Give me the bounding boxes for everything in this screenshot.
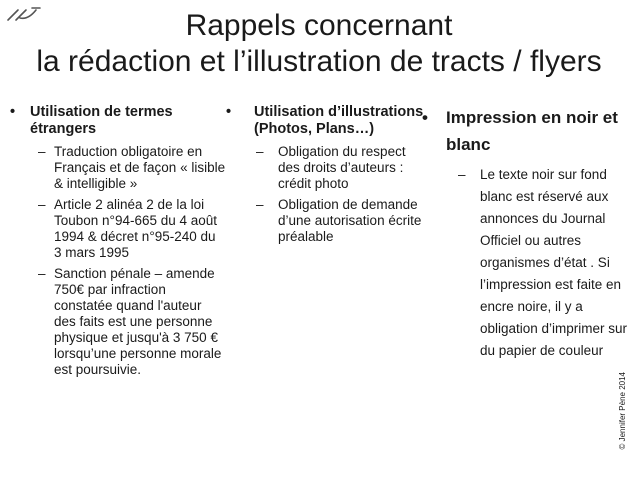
column-foreign-terms [8,104,226,383]
sub-list [8,144,226,378]
copyright-text: © Jennifer Pène 2014 [618,372,627,450]
bullet-item [220,104,426,138]
list-item: – Article 2 alinéa 2 de la loi Toubon n°94-665 du 4 août 1994 & décret n°95-240 du 3 mars 1995 [38,197,218,260]
bullet-icon: • [10,104,16,120]
bullet-icon: • [422,108,428,127]
bullet-item [420,104,632,158]
dash-icon: – [256,197,264,212]
title-line-1: Rappels concernant [185,9,453,42]
page-title [0,8,638,80]
dash-icon: – [38,197,46,212]
list-item: – Le texte noir sur fond blanc est réservé aux annonces du Journal Officiel ou autres organismes d’état . Si l’impression est faite en encre noire, il y a obligation d’imprimer sur du papier de couleur [420,164,632,362]
copyright-notice [618,372,632,480]
list-item: – Obligation de demande d’une autorisation écrite préalable [256,197,422,244]
dash-icon: – [256,144,264,159]
column-heading: Utilisation d’illustrations (Photos, Plans…) [254,104,424,137]
dash-icon: – [458,167,466,182]
column-heading: Utilisation de termes étrangers [30,104,173,137]
column-heading: Impression en noir et blanc [446,108,618,154]
list-item: – Traduction obligatoire en Français et de façon « lisible & intelligible » [38,144,226,191]
list-item: – Obligation du respect des droits d’auteurs : crédit photo [256,144,406,191]
sub-list [220,144,426,245]
list-item: – Sanction pénale – amende 750€ par infraction constatée quand l'auteur des faits est une personne physique et jusqu'à 3 750 € lorsqu’une personne morale est poursuivie. [38,266,222,377]
column-illustrations [220,104,426,250]
column-black-white-print [420,104,632,367]
bullet-item [8,104,226,138]
dash-icon: – [38,144,46,159]
title-line-2: la rédaction et l’illustration de tracts / flyers [36,45,602,78]
dash-icon: – [38,266,46,281]
sub-list [420,164,632,362]
bullet-icon: • [226,104,232,120]
